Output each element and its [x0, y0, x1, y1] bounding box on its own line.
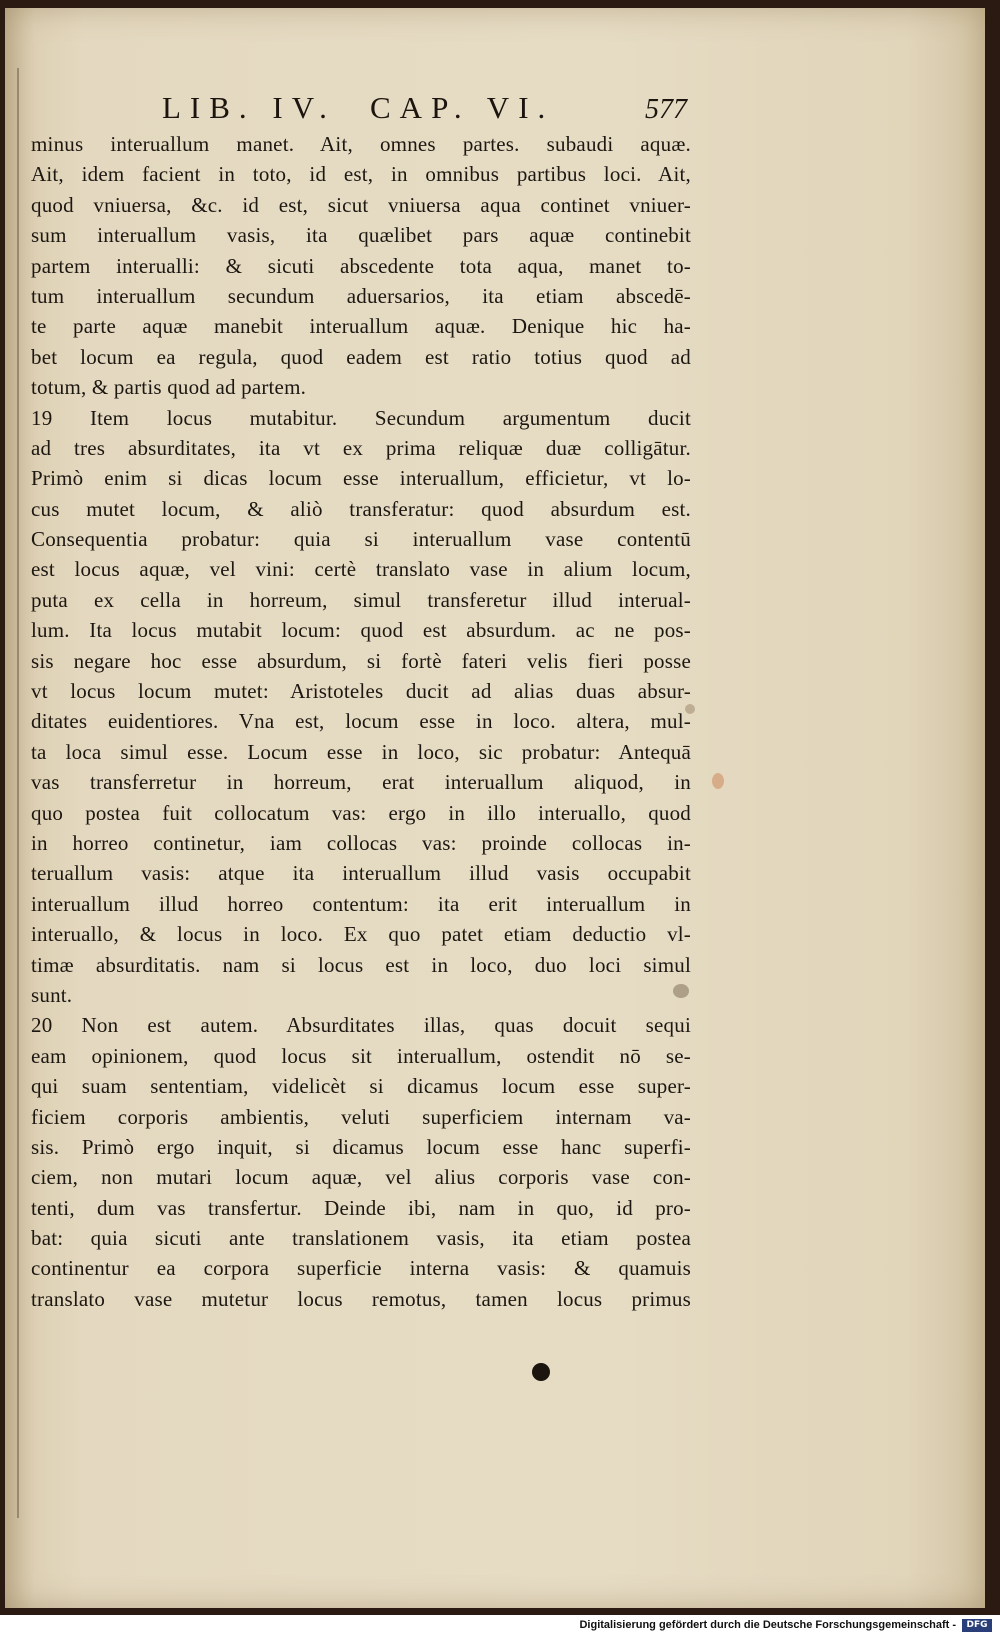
text-line: te parte aquæ manebit interuallum aquæ. Denique hic ha-	[31, 314, 691, 339]
text-line: cus mutet locum, & aliò transferatur: quod absurdum est.	[31, 496, 691, 521]
text-line: ta loca simul esse. Locum esse in loco, sic probatur: Antequā	[31, 739, 691, 764]
text-line: lum. Ita locus mutabit locum: quod est absurdum. ac ne pos-	[31, 618, 691, 643]
running-header	[5, 90, 985, 130]
text-line: teruallum vasis: atque ita interuallum illud vasis occupabit	[31, 861, 691, 886]
gutter-shadow	[17, 68, 19, 1518]
ink-blot	[532, 1363, 550, 1381]
text-line: sunt.	[31, 982, 73, 1007]
text-line: partem interualli: & sicuti abscedente tota aqua, manet to-	[31, 253, 691, 278]
text-line: translato vase mutetur locus remotus, tamen locus primus	[31, 1286, 691, 1311]
text-line: 19 Item locus mutabitur. Secundum argumentum ducit	[31, 405, 691, 430]
header-book: LIB. IV.	[162, 90, 336, 125]
text-line: bat: quia sicuti ante translationem vasis, ita etiam postea	[31, 1226, 691, 1251]
text-line: totum, & partis quod ad partem.	[31, 375, 307, 400]
text-line: 20 Non est autem. Absurditates illas, quas docuit sequi	[31, 1013, 691, 1038]
text-line: qui suam sententiam, videlicèt si dicamus locum esse super-	[31, 1074, 691, 1099]
text-line: sis. Primò ergo inquit, si dicamus locum esse hanc superfi-	[31, 1134, 691, 1159]
dfg-logo-icon: DFG	[962, 1619, 992, 1632]
text-line: ciem, non mutari locum aquæ, vel alius corporis vase con-	[31, 1165, 691, 1190]
text-line: vas transferretur in horreum, erat interuallum aliquod, in	[31, 770, 691, 795]
foxing-stain	[685, 704, 695, 714]
footer-credit: Digitalisierung gefördert durch die Deutsche Forschungsgemeinschaft -	[579, 1619, 956, 1631]
text-line: in horreo continetur, iam collocas vas: proinde collocas in-	[31, 830, 691, 855]
text-line: ad tres absurditates, ita vt ex prima reliquæ duæ colligātur.	[31, 435, 691, 460]
header-chapter: CAP. VI.	[370, 90, 555, 125]
text-line: interuallum illud horreo contentum: ita erit interuallum in	[31, 891, 691, 916]
text-line: bet locum ea regula, quod eadem est ratio totius quod ad	[31, 344, 691, 369]
text-line: eam opinionem, quod locus sit interuallum, ostendit nō se-	[31, 1043, 691, 1068]
text-line: interuallo, & locus in loco. Ex quo patet etiam deductio vl-	[31, 922, 691, 947]
foxing-stain	[673, 984, 689, 998]
text-line: sis negare hoc esse absurdum, si fortè fateri velis fieri posse	[31, 648, 691, 673]
foxing-stain	[712, 773, 724, 789]
text-line: Primò enim si dicas locum esse interuallum, efficietur, vt lo-	[31, 466, 691, 491]
text-line: vt locus locum mutet: Aristoteles ducit ad alias duas absur-	[31, 679, 691, 704]
text-line: ditates euidentiores. Vna est, locum esse in loco. altera, mul-	[31, 709, 691, 734]
text-line: Consequentia probatur: quia si interuallum vase contentū	[31, 527, 691, 552]
text-line: est locus aquæ, vel vini: certè translato vase in alium locum,	[31, 557, 691, 582]
text-line: puta ex cella in horreum, simul transferetur illud interual-	[31, 587, 691, 612]
text-line: continentur ea corpora superficie interna vasis: & quamuis	[31, 1256, 691, 1281]
text-line: tum interuallum secundum aduersarios, ita etiam abscedē-	[31, 283, 691, 308]
page-number: 577	[645, 94, 687, 125]
text-line: timæ absurditatis. nam si locus est in loco, duo loci simul	[31, 952, 691, 977]
body-text	[31, 129, 691, 1314]
text-line: minus interuallum manet. Ait, omnes partes. subaudi aquæ.	[31, 132, 691, 156]
text-line: quod vniuersa, &c. id est, sicut vniuersa aqua continet vniuer-	[31, 192, 691, 217]
text-line: Ait, idem facient in toto, id est, in omnibus partibus loci. Ait,	[31, 162, 691, 187]
text-line: sum interuallum vasis, ita quælibet pars aquæ continebit	[31, 223, 691, 248]
text-line: ficiem corporis ambientis, veluti superficiem internam va-	[31, 1104, 691, 1129]
text-line: quo postea fuit collocatum vas: ergo in illo interuallo, quod	[31, 800, 691, 825]
text-line: tenti, dum vas transfertur. Deinde ibi, nam in quo, id pro-	[31, 1195, 691, 1220]
book-page	[5, 8, 985, 1608]
